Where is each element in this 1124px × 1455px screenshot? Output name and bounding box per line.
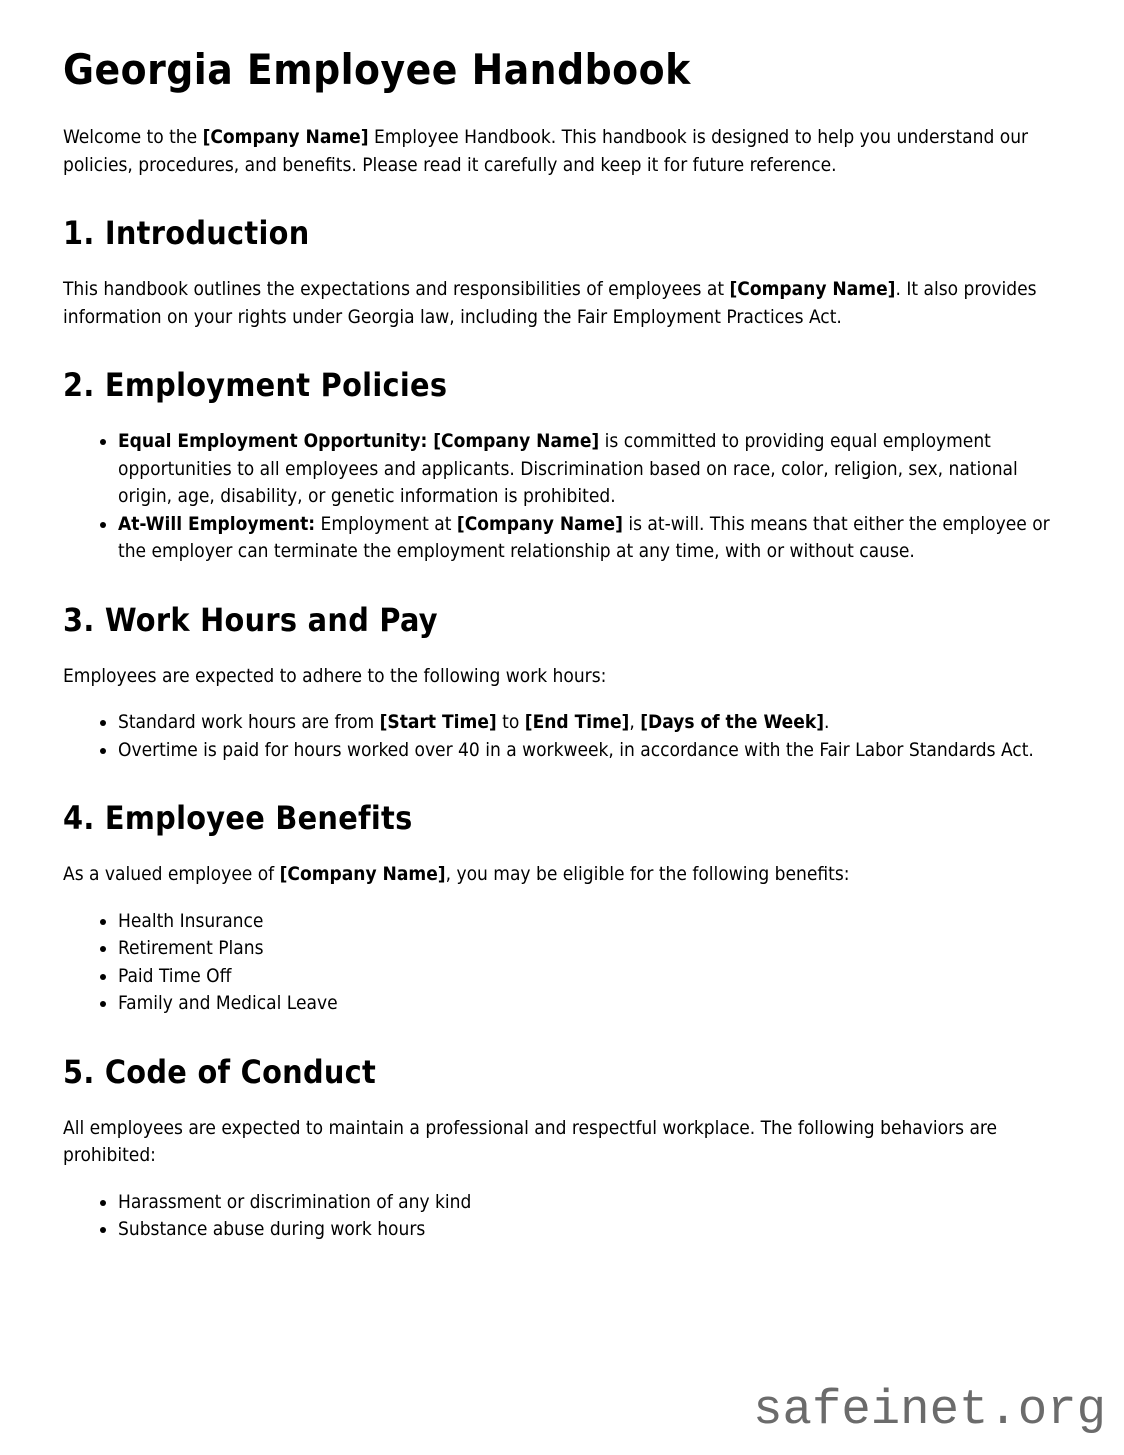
list-item: • Harassment or discrimination of any kind [118,1189,1060,1217]
section-heading-employee-benefits: 4. Employee Benefits [63,799,413,838]
list-item: • Health Insurance [118,908,1060,936]
list-item: • Paid Time Off [118,963,1060,991]
intro-paragraph: Welcome to the [Company Name] Employee Handbook. This handbook is designed to help you understand our policies, procedures, and benefits. Please read it carefully and keep it for future reference. [63,126,1029,176]
employment-policies-list [63,428,1060,566]
section-heading-employment-policies: 2. Employment Policies [63,366,448,405]
benefits-paragraph: As a valued employee of [Company Name], you may be eligible for the following benefits: [63,863,850,886]
work-hours-paragraph: Employees are expected to adhere to the following work hours: [63,664,607,687]
section-heading-work-hours-and-pay: 3. Work Hours and Pay [63,600,438,639]
document-title: Georgia Employee Handbook [63,45,691,94]
conduct-paragraph: All employees are expected to maintain a professional and respectful workplace. The following behaviors are prohibited: [63,1116,998,1167]
conduct-list [63,1189,1060,1244]
section-employee-benefits [63,800,1060,1018]
introduction-paragraph: This handbook outlines the expectations and responsibilities of employees at [Company Name]. It also provides information on your rights under Georgia law, including the Fair Employment Practices Act. [63,278,1037,328]
list-item: • Standard work hours are from [Start Time] to [End Time], [Days of the Week]. [118,709,1060,737]
list-item: • Retirement Plans [118,935,1060,963]
section-code-of-conduct [63,1054,1060,1244]
watermark: safeinet.org [753,1382,1106,1438]
section-heading-code-of-conduct: 5. Code of Conduct [63,1052,377,1091]
list-item: • Family and Medical Leave [118,990,1060,1018]
list-item: • Equal Employment Opportunity: [Company Name] is committed to providing equal employment opportunities to all employees and applicants. Discrimination based on race, color, religion, sex, national origin, age, disability, or genetic information is prohibited. [118,428,1060,511]
list-item: • Overtime is paid for hours worked over 40 in a workweek, in accordance with the Fair Labor Standards Act. [118,737,1060,765]
section-work-hours-and-pay [63,602,1060,764]
list-item: • At-Will Employment: Employment at [Company Name] is at-will. This means that either the employee or the employer can terminate the employment relationship at any time, with or without cause. [118,511,1060,566]
section-employment-policies [63,367,1060,566]
section-introduction [63,215,1060,331]
list-item: • Substance abuse during work hours [118,1216,1060,1244]
work-hours-list [63,709,1060,764]
section-heading-introduction: 1. Introduction [63,214,310,253]
benefits-list [63,908,1060,1018]
